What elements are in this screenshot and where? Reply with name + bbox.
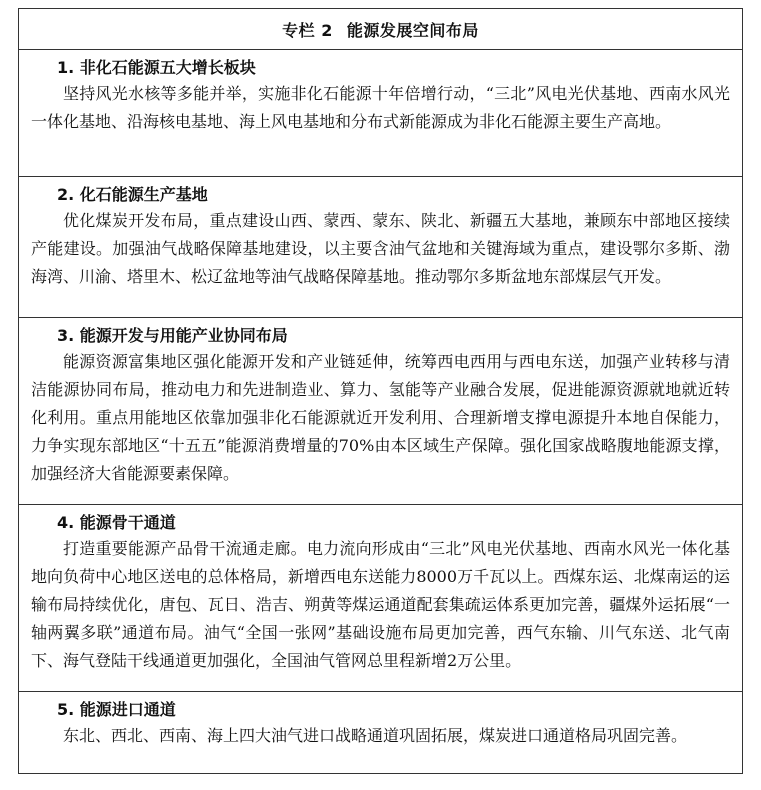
section-heading: 4. 能源骨干通道 [57,513,176,532]
feature-box [18,8,743,774]
box-title: 能源发展空间布局 [346,20,479,40]
section-non-fossil [19,50,742,177]
section-industry-coordination [19,318,742,505]
section-heading: 5. 能源进口通道 [57,700,176,719]
section-backbone-corridors [19,505,742,692]
section-fossil-bases [19,177,742,318]
section-heading: 3. 能源开发与用能产业协同布局 [57,326,288,345]
section-body: 优化煤炭开发布局，重点建设山西、蒙西、蒙东、陕北、新疆五大基地，兼顾东中部地区接续产能建设。加强油气战略保障基地建设，以主要含油气盆地和关键海域为重点，建设鄂尔多斯、渤海湾、川渝、塔里木、松辽盆地等油气战略保障基地。推动鄂尔多斯盆地东部煤层气开发。 [31,211,730,286]
section-body: 打造重要能源产品骨干流通走廊。电力流向形成由“三北”风电光伏基地、西南水风光一体化基地向负荷中心地区送电的总体格局，新增西电东送能力8000万千瓦以上。西煤东运、北煤南运的运输布局持续优化，唐包、瓦日、浩吉、朔黄等煤运通道配套集疏运体系更加完善，疆煤外运拓展“一轴两翼多联”通道布局。油气“全国一张网”基础设施布局更加完善，西气东输、川气东送、北气南下、海气登陆干线通道更加强化，全国油气管网总里程新增2万公里。 [31,539,730,670]
section-heading: 2. 化石能源生产基地 [57,185,208,204]
section-body: 能源资源富集地区强化能源开发和产业链延伸，统筹西电西用与西电东送，加强产业转移与清洁能源协同布局，推动电力和先进制造业、算力、氢能等产业融合发展，促进能源资源就地就近转化利用。重点用能地区依靠加强非化石能源就近开发利用、合理新增支撑电源提升本地自保能力，力争实现东部地区“十五五”能源消费增量的70%由本区域生产保障。强化国家战略腹地能源支撑，加强经济大省能源要素保障。 [31,352,730,483]
section-import-corridors [19,692,742,758]
box-label: 专栏 2 [282,20,333,40]
section-body: 坚持风光水核等多能并举，实施非化石能源十年倍增行动，“三北”风电光伏基地、西南水风光一体化基地、沿海核电基地、海上风电基地和分布式新能源成为非化石能源主要生产高地。 [31,84,730,131]
box-title-row [19,9,742,50]
section-heading: 1. 非化石能源五大增长板块 [57,58,256,77]
section-body: 东北、西北、西南、海上四大油气进口战略通道巩固拓展，煤炭进口通道格局巩固完善。 [63,726,688,745]
